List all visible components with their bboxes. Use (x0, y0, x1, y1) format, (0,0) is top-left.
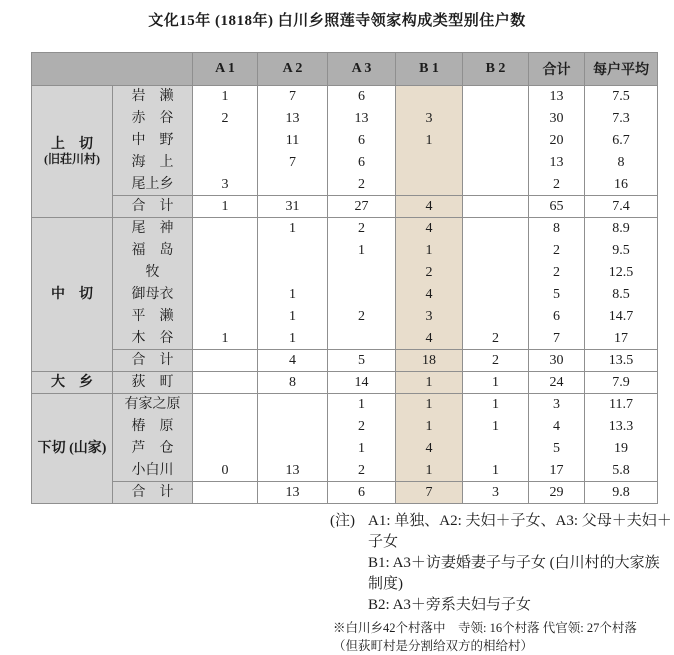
value-cell (193, 438, 258, 460)
header-row (32, 53, 658, 86)
value-cell (193, 306, 258, 328)
value-cell (193, 482, 258, 504)
col-header-average: 每户平均 (585, 53, 658, 86)
table-row (32, 262, 658, 284)
value-cell: 1 (396, 372, 463, 394)
col-header-a3: A 3 (328, 53, 396, 86)
value-cell: 2 (328, 416, 396, 438)
value-cell: 1 (396, 130, 463, 152)
value-cell: 1 (258, 284, 328, 306)
table-row (32, 86, 658, 108)
page-title: 文化15年 (1818年) 白川乡照莲寺领家构成类型别住户数 (148, 13, 526, 29)
value-cell: 6 (328, 482, 396, 504)
value-cell: 27 (328, 196, 396, 218)
note-line-b2: B2: A3＋旁系夫妇与子女 (368, 597, 531, 613)
value-cell: 4 (529, 416, 585, 438)
value-cell: 1 (258, 306, 328, 328)
value-cell (258, 240, 328, 262)
value-cell: 1 (463, 394, 529, 416)
value-cell: 13 (529, 86, 585, 108)
village-label: 中 野 (113, 130, 193, 152)
group-label: 中 切 (32, 218, 113, 372)
village-label: 小白川 (113, 460, 193, 482)
note-line-b1: B1: A3＋访妻婚妻子与子女 (白川村的大家族制度) (368, 555, 660, 592)
value-cell (258, 416, 328, 438)
value-cell: 13.5 (585, 350, 658, 372)
value-cell (193, 218, 258, 240)
value-cell: 1 (463, 460, 529, 482)
value-cell: 1 (193, 328, 258, 350)
value-cell: 65 (529, 196, 585, 218)
value-cell: 1 (463, 416, 529, 438)
value-cell (258, 438, 328, 460)
value-cell: 8 (585, 152, 658, 174)
value-cell (463, 438, 529, 460)
value-cell: 3 (396, 306, 463, 328)
group-label: 下切 (山家) (32, 394, 113, 504)
value-cell: 8.5 (585, 284, 658, 306)
value-cell: 30 (529, 350, 585, 372)
village-label: 有家之原 (113, 394, 193, 416)
value-cell: 5 (328, 350, 396, 372)
table-row (32, 152, 658, 174)
value-cell: 6 (328, 86, 396, 108)
value-cell (258, 394, 328, 416)
value-cell: 2 (193, 108, 258, 130)
table-row (32, 460, 658, 482)
value-cell (463, 86, 529, 108)
village-label: 尾 神 (113, 218, 193, 240)
value-cell: 1 (328, 394, 396, 416)
value-cell (463, 130, 529, 152)
value-cell (258, 174, 328, 196)
value-cell: 1 (396, 416, 463, 438)
value-cell: 11.7 (585, 394, 658, 416)
note-line-a: A1: 单独、A2: 夫妇＋子女、A3: 父母＋夫妇＋子女 (368, 513, 672, 550)
value-cell: 2 (328, 218, 396, 240)
value-cell (328, 328, 396, 350)
value-cell: 2 (529, 262, 585, 284)
value-cell: 1 (463, 372, 529, 394)
village-label: 木 谷 (113, 328, 193, 350)
value-cell: 18 (396, 350, 463, 372)
value-cell (396, 174, 463, 196)
group-label: 上 切 (旧荘川村) (32, 86, 113, 218)
value-cell: 8 (529, 218, 585, 240)
value-cell: 6 (529, 306, 585, 328)
value-cell: 2 (328, 460, 396, 482)
value-cell: 9.8 (585, 482, 658, 504)
value-cell: 8.9 (585, 218, 658, 240)
note-label: (注) (330, 513, 355, 529)
value-cell: 5.8 (585, 460, 658, 482)
value-cell (193, 372, 258, 394)
value-cell: 2 (463, 328, 529, 350)
value-cell (463, 108, 529, 130)
value-cell: 7 (258, 152, 328, 174)
table-row (32, 174, 658, 196)
value-cell: 13 (529, 152, 585, 174)
village-label: 海 上 (113, 152, 193, 174)
table-row (32, 416, 658, 438)
subtotal-label: 合 计 (113, 482, 193, 504)
value-cell: 13 (328, 108, 396, 130)
value-cell (193, 394, 258, 416)
value-cell: 12.5 (585, 262, 658, 284)
village-label: 荻 町 (113, 372, 193, 394)
value-cell: 0 (193, 460, 258, 482)
value-cell (193, 240, 258, 262)
value-cell (463, 196, 529, 218)
table-row (32, 218, 658, 240)
value-cell: 3 (193, 174, 258, 196)
table-body (32, 86, 658, 504)
group-label: 大 乡 (32, 372, 113, 394)
value-cell: 14 (328, 372, 396, 394)
value-cell: 16 (585, 174, 658, 196)
value-cell: 7.3 (585, 108, 658, 130)
value-cell: 7.9 (585, 372, 658, 394)
value-cell: 14.7 (585, 306, 658, 328)
value-cell: 3 (463, 482, 529, 504)
value-cell: 17 (529, 460, 585, 482)
value-cell (396, 152, 463, 174)
value-cell (328, 262, 396, 284)
household-table (31, 52, 658, 504)
table-row (32, 240, 658, 262)
value-cell: 2 (529, 240, 585, 262)
table-row (32, 284, 658, 306)
value-cell: 17 (585, 328, 658, 350)
value-cell: 5 (529, 438, 585, 460)
value-cell: 1 (193, 86, 258, 108)
value-cell: 9.5 (585, 240, 658, 262)
value-cell (193, 416, 258, 438)
table-row (32, 438, 658, 460)
value-cell: 1 (396, 240, 463, 262)
village-label: 芦 仓 (113, 438, 193, 460)
value-cell: 13.3 (585, 416, 658, 438)
value-cell (193, 130, 258, 152)
col-header-a1: A 1 (193, 53, 258, 86)
village-label: 椿 原 (113, 416, 193, 438)
value-cell: 30 (529, 108, 585, 130)
value-cell: 6.7 (585, 130, 658, 152)
value-cell (328, 284, 396, 306)
table-row (32, 306, 658, 328)
village-label: 御母衣 (113, 284, 193, 306)
value-cell: 13 (258, 482, 328, 504)
value-cell: 3 (529, 394, 585, 416)
value-cell: 4 (396, 438, 463, 460)
col-header-b1: B 1 (396, 53, 463, 86)
value-cell: 1 (328, 240, 396, 262)
village-label: 尾上乡 (113, 174, 193, 196)
value-cell: 7.4 (585, 196, 658, 218)
value-cell (193, 350, 258, 372)
value-cell (463, 240, 529, 262)
value-cell: 6 (328, 130, 396, 152)
village-label: 福 岛 (113, 240, 193, 262)
value-cell (193, 152, 258, 174)
table-row (32, 372, 658, 394)
table-row (32, 394, 658, 416)
value-cell (463, 284, 529, 306)
table-row (32, 350, 658, 372)
col-header-b2: B 2 (463, 53, 529, 86)
value-cell: 2 (328, 306, 396, 328)
table-row (32, 482, 658, 504)
value-cell: 2 (328, 174, 396, 196)
notes-block (330, 511, 674, 655)
value-cell (396, 86, 463, 108)
value-cell: 13 (258, 108, 328, 130)
village-label: 赤 谷 (113, 108, 193, 130)
value-cell: 5 (529, 284, 585, 306)
table-row (32, 196, 658, 218)
value-cell: 2 (463, 350, 529, 372)
note-footnote-villages: ※白川乡42个村落中 寺领: 16个村落 代官领: 27个村落 (333, 621, 637, 635)
value-cell (258, 262, 328, 284)
value-cell: 4 (396, 284, 463, 306)
value-cell: 13 (258, 460, 328, 482)
value-cell: 4 (396, 196, 463, 218)
value-cell: 1 (193, 196, 258, 218)
value-cell: 31 (258, 196, 328, 218)
value-cell (463, 174, 529, 196)
value-cell: 1 (328, 438, 396, 460)
value-cell: 2 (396, 262, 463, 284)
value-cell: 20 (529, 130, 585, 152)
value-cell: 7 (258, 86, 328, 108)
value-cell: 29 (529, 482, 585, 504)
village-label: 岩 濑 (113, 86, 193, 108)
value-cell: 6 (328, 152, 396, 174)
value-cell: 1 (258, 218, 328, 240)
value-cell (463, 218, 529, 240)
value-cell (463, 152, 529, 174)
value-cell: 7 (396, 482, 463, 504)
value-cell: 1 (396, 460, 463, 482)
value-cell: 4 (396, 218, 463, 240)
corner-header (32, 53, 193, 86)
value-cell: 4 (396, 328, 463, 350)
village-label: 牧 (113, 262, 193, 284)
value-cell: 8 (258, 372, 328, 394)
col-header-a2: A 2 (258, 53, 328, 86)
value-cell (463, 306, 529, 328)
value-cell: 11 (258, 130, 328, 152)
value-cell: 1 (396, 394, 463, 416)
table-row (32, 328, 658, 350)
value-cell: 19 (585, 438, 658, 460)
table-row (32, 130, 658, 152)
value-cell: 24 (529, 372, 585, 394)
table-row (32, 108, 658, 130)
note-footnote-ogimachi: （但荻町村是分割给双方的相给村） (333, 639, 534, 653)
value-cell: 1 (258, 328, 328, 350)
value-cell (193, 284, 258, 306)
value-cell (193, 262, 258, 284)
value-cell: 7 (529, 328, 585, 350)
value-cell (463, 262, 529, 284)
village-label: 平 濑 (113, 306, 193, 328)
subtotal-label: 合 计 (113, 350, 193, 372)
value-cell: 2 (529, 174, 585, 196)
col-header-total: 合计 (529, 53, 585, 86)
value-cell: 3 (396, 108, 463, 130)
value-cell: 7.5 (585, 86, 658, 108)
value-cell: 4 (258, 350, 328, 372)
subtotal-label: 合 计 (113, 196, 193, 218)
